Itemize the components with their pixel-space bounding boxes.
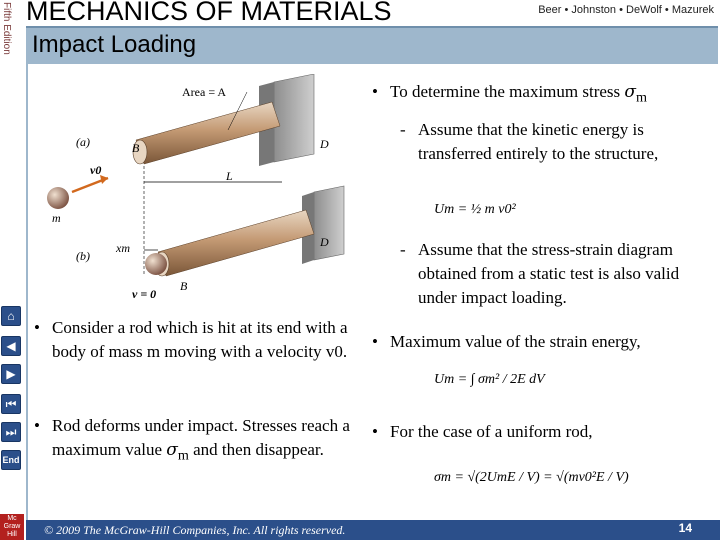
uniform-rod-text: For the case of a uniform rod, bbox=[390, 422, 593, 441]
rod-deforms-text: Rod deforms under impact. Stresses reach a maximum value bbox=[52, 416, 350, 459]
label-B-top: B bbox=[132, 141, 140, 155]
label-m: m bbox=[52, 211, 61, 225]
next-icon[interactable]: ▶ bbox=[1, 364, 21, 384]
label-D-top: D bbox=[320, 137, 329, 151]
end-button[interactable]: End bbox=[1, 450, 21, 470]
mass-ball-b bbox=[145, 253, 167, 275]
stress-strain-text: Assume that the stress-strain diagram obtained from a static test is also valid under impact loading. bbox=[418, 240, 680, 307]
bullet-rod-hit: • Consider a rod which is hit at its end with a body of mass m moving with a velocity v0. bbox=[34, 316, 352, 364]
sigma-symbol-left: σ bbox=[166, 440, 178, 460]
bottom-rod bbox=[158, 210, 314, 276]
copyright-text: © 2009 The McGraw-Hill Companies, Inc. All rights reserved. bbox=[44, 523, 346, 537]
course-title: MECHANICS OF MATERIALS bbox=[26, 0, 392, 26]
bullet-uniform-rod: • For the case of a uniform rod, bbox=[372, 420, 702, 444]
label-L: L bbox=[226, 169, 233, 183]
page-number: 14 bbox=[678, 521, 692, 535]
sigma-subscript: m bbox=[636, 89, 648, 106]
label-b: (b) bbox=[76, 249, 90, 263]
label-v-eq-0: v = 0 bbox=[132, 287, 157, 301]
previous-icon[interactable]: ◀ bbox=[1, 336, 21, 356]
label-B-bottom: B bbox=[180, 279, 188, 293]
publisher-logo: Mc Graw Hill bbox=[0, 514, 24, 540]
slide-header bbox=[22, 0, 720, 26]
rod-deforms-end: and then disappear. bbox=[193, 440, 324, 459]
label-a: (a) bbox=[76, 135, 90, 149]
equation-strain-energy: Um = ∫ σm² / 2E dV bbox=[434, 372, 545, 387]
rod-hit-text: Consider a rod which is hit at its end with a body of mass m moving with a velocity v0. bbox=[52, 318, 348, 361]
top-wall bbox=[274, 74, 314, 162]
bottom-wall bbox=[314, 186, 344, 260]
sub-stress-strain: - Assume that the stress-strain diagram obtained from a static test is also valid under impact loading. bbox=[400, 238, 700, 310]
sub-kinetic-energy: - Assume that the kinetic energy is transferred entirely to the structure, bbox=[400, 118, 700, 166]
max-stress-text: To determine the maximum stress bbox=[390, 82, 621, 101]
authors-line: Beer • Johnston • DeWolf • Mazurek bbox=[538, 4, 714, 16]
area-label: Area = A bbox=[182, 85, 227, 99]
top-rod bbox=[136, 102, 280, 164]
kinetic-energy-text: Assume that the kinetic energy is transferred entirely to the structure, bbox=[418, 120, 659, 163]
bullet-strain-energy: • Maximum value of the strain energy, bbox=[372, 330, 702, 354]
home-icon[interactable]: ⌂ bbox=[1, 306, 21, 326]
last-icon[interactable]: ⏭ bbox=[1, 422, 21, 442]
mass-ball-a bbox=[47, 187, 69, 209]
impact-figure bbox=[44, 74, 364, 304]
bullet-max-stress: • To determine the maximum stress $\sigma_m$ bbox=[372, 82, 648, 106]
sigma-subscript-left: m bbox=[177, 447, 189, 464]
slide-navigation bbox=[0, 300, 22, 540]
label-xm: xm bbox=[116, 241, 130, 255]
first-icon[interactable]: ⏮ bbox=[1, 394, 21, 414]
section-title-bar bbox=[26, 26, 718, 64]
sigma-symbol: σ bbox=[624, 82, 637, 102]
label-v0: v0 bbox=[90, 163, 102, 177]
label-D-bottom: D bbox=[320, 235, 329, 249]
section-title: Impact Loading bbox=[32, 31, 197, 58]
slide-footer bbox=[26, 520, 720, 540]
edition-label: Fifth Edition bbox=[1, 2, 12, 55]
bullet-rod-deforms: • Rod deforms under impact. Stresses reach a maximum value $\sigma_m$ and then disappear. bbox=[34, 416, 350, 464]
strain-energy-text: Maximum value of the strain energy, bbox=[390, 332, 641, 351]
equation-kinetic-energy: Um = ½ m v0² bbox=[434, 202, 516, 217]
equation-max-stress: σm = √(2UmE / V) = √(mv0²E / V) bbox=[434, 470, 629, 485]
